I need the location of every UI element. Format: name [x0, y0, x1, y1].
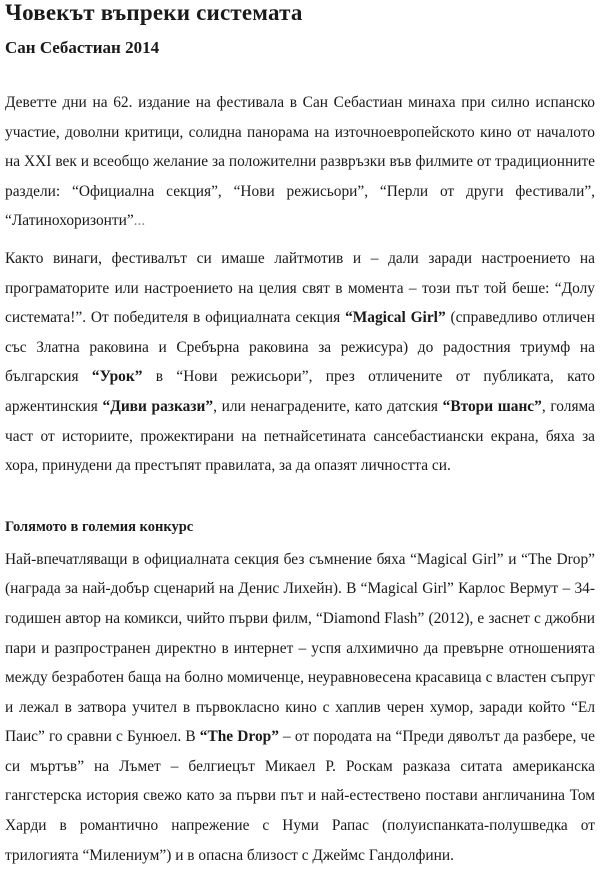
paragraph-leitmotif [5, 244, 595, 481]
text-run: Най-впечатляващи в официалната секция без съмнение бяха “Magical Girl” и “The Drop” (награда за най-добър сценарий на Денис Лихейн). В “Magical Girl” Карлос Вермут – 34-годишен автор на комикси, чийто първи филм, “Diamond Flash” (2012), е заснет с джобни пари и разпространен директно в интернет – успя алхимично да превърне отношенията между безработен баща на болно момиченце, неуравновесена красавица с властен съпруг и лежал в затвора учител в първокласно кино с хаплив черен хумор, заради който “Ел Паис” го сравни с Бунюел. В [5, 550, 595, 746]
film-title-magical-girl: “Magical Girl” [345, 309, 446, 327]
film-title-the-drop: “The Drop” [199, 728, 279, 746]
film-title-urok: “Урок” [91, 368, 143, 386]
article-title: Човекът въпреки системата [5, 0, 303, 25]
article-subtitle: Сан Себастиан 2014 [5, 38, 160, 57]
text-run: , или ненаградените, като датския [213, 397, 443, 415]
text-run: Както винаги, фестивалът си имаше лайтмотив и – дали заради настроението на програматорите или настроението на целия свят в момента – този път той беше: “Долу системата!”. От победителя в официалната секция [5, 249, 595, 327]
film-title-vtori-shans: “Втори шанс” [442, 397, 542, 415]
text-run: – от породата на “Преди дяволът да разбере, че си мъртъв” на Лъмет – белгиецът Микаел Р. Роскам разказа ситата американска гангстерска история свежо като за първи път и най-естествено постави англичанина Том Харди в романтично напрежение с Нуми Рапас (полуиспанката-полушведка от трилогията “Милениум”) и в опасна близост с Джеймс Гандолфини. [5, 728, 596, 864]
film-title-divi-razkazi: “Диви разкази” [102, 397, 214, 415]
text-run: в “Нови режисьори”, през отличените от публиката, като аржентинския [5, 368, 595, 415]
text-run: (справедливо отличен със Златна раковина и Сребърна раковина за режисура) до радостния триумф на българския [5, 309, 595, 386]
paragraph-competition [5, 545, 595, 870]
ellipsis: ... [133, 212, 146, 230]
section-heading: Голямото в големия конкурс [5, 518, 194, 535]
paragraph-intro-text: Деветте дни на 62. издание на фестивала в Сан Себастиан минаха при силно испанско участие, доволни критици, солидна панорама на източноевропейското кино от началото на XXI век и всеобщо желание за положителни развръзки във филмите от традиционните раздели: “Официална секция”, “Нови режисьори”, “Перли от други фестивали”, “Латинохоризонти” [5, 94, 595, 230]
text-run: , голяма част от историите, прожектирани на петнайсетината сансебастиански екрана, бяха за хора, принудени да престъпят правилата, за да опазят личността си. [5, 397, 596, 475]
paragraph-intro [5, 88, 595, 236]
